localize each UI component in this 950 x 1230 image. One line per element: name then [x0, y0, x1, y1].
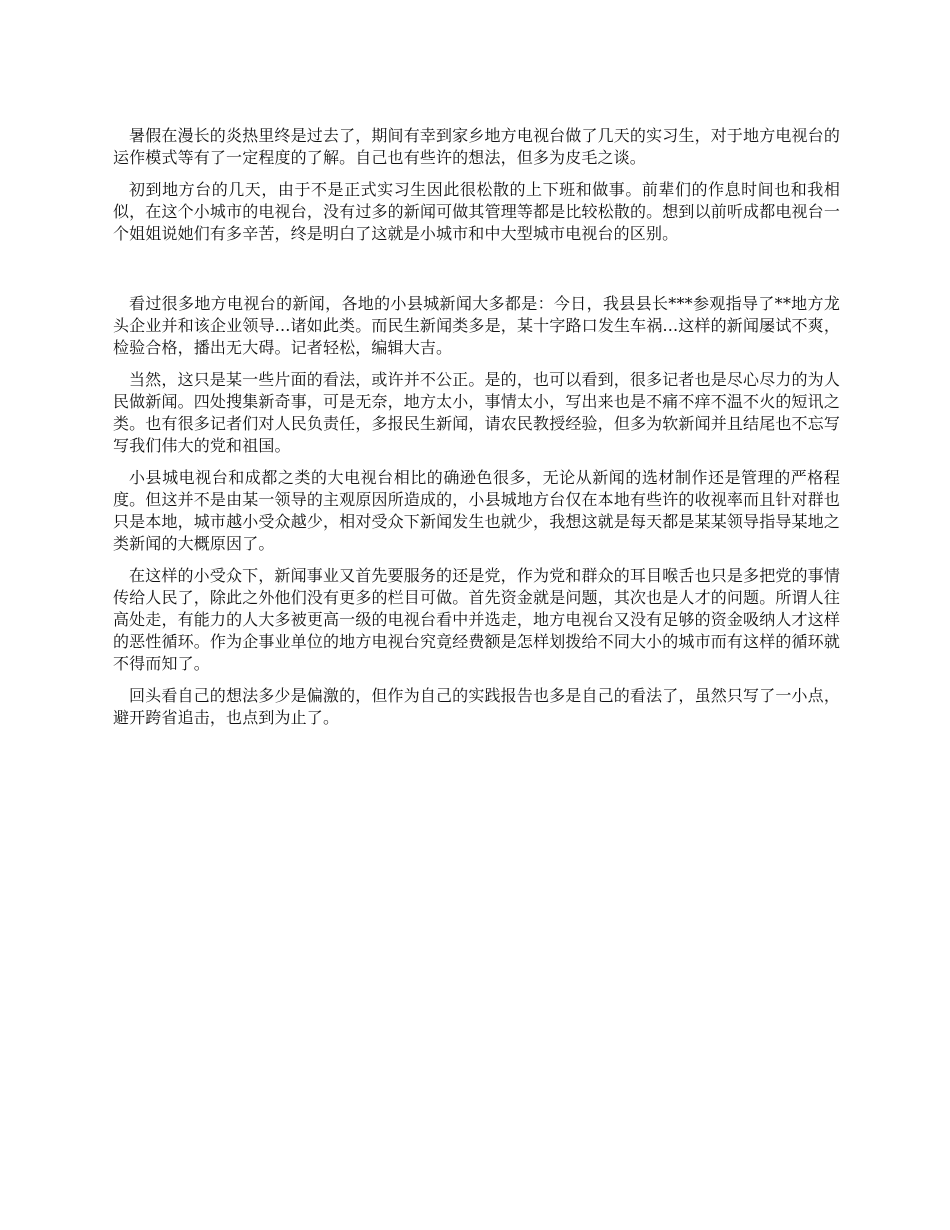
paragraph-conclusion: 回头看自己的想法多少是偏激的，但作为自己的实践报告也多是自己的看法了，虽然只写了一小点，避开跨省追击，也点到为止了。 [113, 686, 840, 727]
document-body [113, 125, 840, 739]
paragraph-local-news: 看过很多地方电视台的新闻，各地的小县城新闻大多都是：今日，我县县长***参观指导了**地方龙头企业并和该企业领导...诸如此类。而民生新闻类多是，某十字路口发生车祸...这样的新闻屡试不爽，检验合格，播出无大碍。记者轻松，编辑大吉。 [113, 294, 840, 357]
paragraph-audience: 在这样的小受众下，新闻事业又首先要服务的还是党，作为党和群众的耳目喉舌也只是多把党的事情传给人民了，除此之外他们没有更多的栏目可做。首先资金就是问题，其次也是人才的问题。所谓人往高处走，有能力的人大多被更高一级的电视台看中并选走，地方电视台又没有足够的资金吸纳人才这样的恶性循环。作为企事业单位的地方电视台究竟经费额是怎样划拨给不同大小的城市而有这样的循环就不得而知了。 [113, 566, 840, 673]
paragraph-intro: 暑假在漫长的炎热里终是过去了，期间有幸到家乡地方电视台做了几天的实习生，对于地方电视台的运作模式等有了一定程度的了解。自己也有些许的想法，但多为皮毛之谈。 [113, 126, 840, 167]
paragraph-first-days: 初到地方台的几天，由于不是正式实习生因此很松散的上下班和做事。前辈们的作息时间也和我相似，在这个小城市的电视台，没有过多的新闻可做其管理等都是比较松散的。想到以前听成都电视台一个姐姐说她们有多辛苦，终是明白了这就是小城市和中大型城市电视台的区别。 [113, 180, 840, 243]
paragraph-comparison: 小县城电视台和成都之类的大电视台相比的确逊色很多，无论从新闻的选材制作还是管理的严格程度。但这并不是由某一领导的主观原因所造成的，小县城地方台仅在本地有些许的收视率而且针对群也只是本地，城市越小受众越少，相对受众下新闻发生也就少，我想这就是每天都是某某领导指导某地之类新闻的大概原因了。 [113, 468, 840, 553]
paragraph-reporters: 当然，这只是某一些片面的看法，或许并不公正。是的，也可以看到，很多记者也是尽心尽力的为人民做新闻。四处搜集新奇事，可是无奈，地方太小，事情太小，写出来也是不痛不痒不温不火的短讯之类。也有很多记者们对人民负责任，多报民生新闻，请农民教授经验，但多为软新闻并且结尾也不忘写写我们伟大的党和祖国。 [113, 370, 840, 455]
